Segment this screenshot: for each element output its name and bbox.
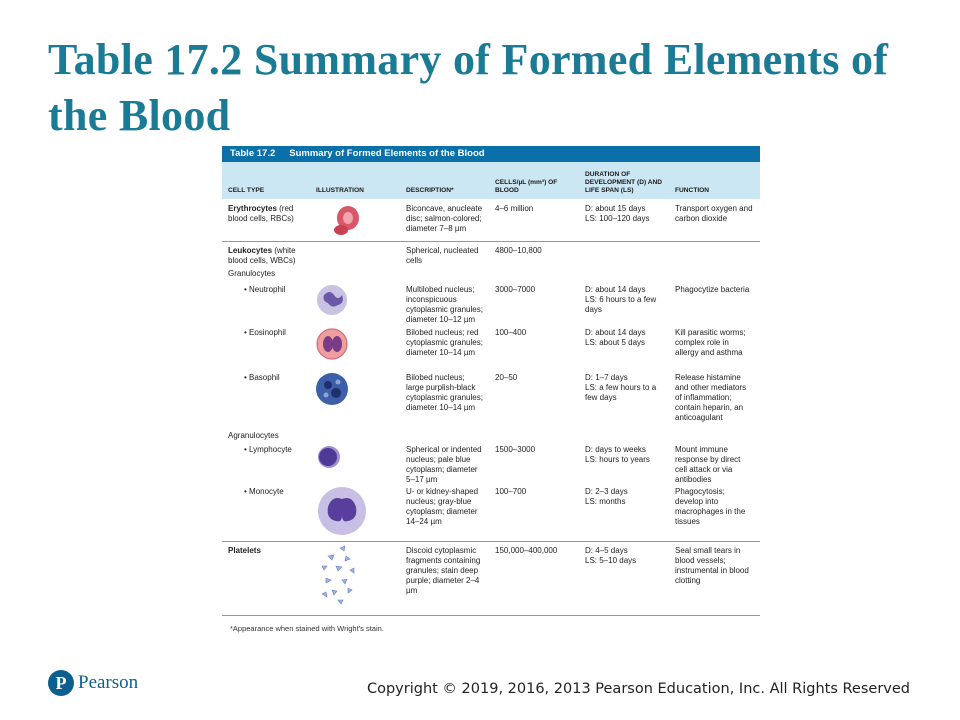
table-row-monocyte (222, 485, 760, 541)
duration-lymphocyte: D: days to weeks LS: hours to years (585, 445, 650, 464)
description-lymphocyte: Spherical or indented nucleus; pale blue cytoplasm; diameter 5–17 µm (406, 445, 482, 484)
header-function: FUNCTION (669, 162, 760, 199)
granulocytes-label: Granulocytes (228, 269, 276, 278)
function-eosinophil: Kill parasitic worms; complex role in allergy and asthma (675, 328, 746, 357)
lymphocyte-icon (316, 443, 376, 475)
pearson-wordmark: Pearson (78, 672, 139, 693)
table-row-granulocytes (222, 267, 760, 281)
cell-type-lymphocyte: • Lymphocyte (244, 445, 292, 454)
count-monocyte: 100–700 (489, 485, 579, 541)
function-monocyte: Phagocytosis; develop into macrophages in the tissues (669, 485, 760, 541)
table-caption (222, 146, 760, 162)
monocyte-icon (316, 485, 376, 539)
table-row-lymphocyte (222, 441, 760, 485)
duration-basophil: D: 1–7 days LS: a few hours to a few days (585, 373, 657, 402)
duration-eosinophil: D: about 14 days LS: about 5 days (585, 328, 646, 347)
duration-erythrocytes: D: about 15 days LS: 100–120 days (579, 199, 669, 241)
table-row-agranulocytes (222, 427, 760, 441)
illustration-empty (310, 241, 400, 267)
agranulocytes-label: Agranulocytes (228, 431, 279, 440)
description-leukocytes: Spherical, nucleated cells (406, 245, 479, 265)
table-body (222, 162, 760, 615)
header-cell-type: CELL TYPE (222, 162, 310, 199)
cell-type-erythrocytes (222, 199, 310, 241)
table-row-basophil (222, 371, 760, 427)
cell-type-monocyte: • Monocyte (222, 485, 310, 541)
count-basophil: 20–50 (495, 373, 518, 382)
header-description: DESCRIPTION* (400, 162, 489, 199)
count-erythrocytes: 4–6 million (489, 199, 579, 241)
cell-type-name: Platelets (228, 545, 261, 555)
count-neutrophil: 3000–7000 (495, 285, 536, 294)
table-row-leukocytes (222, 241, 760, 267)
table-row-eosinophil (222, 326, 760, 371)
pearson-logo (48, 670, 138, 696)
illustration-platelets (310, 541, 400, 615)
duration-monocyte: D: 2–3 days LS: months (579, 485, 669, 541)
description-basophil: Bilobed nucleus; large purplish-black cytoplasmic granules; diameter 10–14 µm (406, 373, 483, 412)
blood-elements-table (222, 146, 760, 633)
table-row-neutrophil (222, 281, 760, 326)
function-empty (669, 241, 760, 267)
header-duration: DURATION OF DEVELOPMENT (D) AND LIFE SPAN (LS) (579, 162, 669, 199)
illustration-lymphocyte (310, 441, 400, 485)
description-monocyte: U- or kidney-shaped nucleus; gray-blue cytoplasm; diameter 14–24 µm (400, 485, 489, 541)
cell-type-platelets (222, 541, 310, 615)
illustration-basophil (310, 371, 400, 427)
illustration-eosinophil (310, 326, 400, 371)
function-basophil: Release histamine and other mediators of inflammation; contain heparin, an anticoagulant (675, 373, 747, 422)
cell-type-eosinophil: • Eosinophil (244, 328, 286, 337)
function-erythrocytes: Transport oxygen and carbon dioxide (669, 199, 760, 241)
table-row-platelets (222, 541, 760, 615)
cell-type-name: Leukocytes (228, 245, 273, 255)
cell-type-name: Erythrocytes (228, 204, 277, 213)
cell-type-detail: (white blood cells, WBCs) (228, 245, 296, 265)
count-eosinophil: 100–400 (495, 328, 527, 337)
header-cells-per-ul: CELLS/µL (mm³) OF BLOOD (489, 162, 579, 199)
basophil-icon (316, 371, 376, 413)
table-header-row (222, 162, 760, 199)
cell-type-detail: (red blood cells, RBCs) (228, 204, 294, 223)
slide-title: Table 17.2 Summary of Formed Elements of the Blood (48, 35, 889, 140)
duration-empty (579, 241, 669, 267)
count-lymphocyte: 1500–3000 (495, 445, 536, 454)
cell-type-basophil: • Basophil (244, 373, 280, 382)
table-caption-title: Summary of Formed Elements of the Blood (289, 148, 485, 159)
neutrophil-icon (316, 281, 376, 321)
table-caption-number: Table 17.2 (230, 148, 276, 159)
duration-neutrophil: D: about 14 days LS: 6 hours to a few days (585, 285, 657, 314)
function-lymphocyte: Mount immune response by direct cell attack or via antibodies (675, 445, 741, 484)
copyright-notice: Copyright © 2019, 2016, 2013 Pearson Education, Inc. All Rights Reserved (366, 681, 910, 697)
pearson-mark-icon: P (48, 670, 74, 696)
header-illustration: ILLUSTRATION (310, 162, 400, 199)
eosinophil-icon (316, 326, 376, 366)
illustration-neutrophil (310, 281, 400, 326)
table-footnote: *Appearance when stained with Wright's stain. (222, 615, 760, 633)
duration-platelets: D: 4–5 days LS: 5–10 days (585, 545, 637, 565)
description-eosinophil: Bilobed nucleus; red cytoplasmic granules; diameter 10–14 µm (406, 328, 483, 357)
description-erythrocytes: Biconcave, anucleate disc; salmon-colored; diameter 7–8 µm (400, 199, 489, 241)
cell-type-leukocytes (222, 241, 310, 267)
count-platelets: 150,000–400,000 (495, 545, 558, 555)
count-leukocytes: 4800–10,800 (495, 245, 542, 255)
function-platelets: Seal small tears in blood vessels; instrumental in blood clotting (675, 545, 749, 585)
erythrocyte-icon (316, 202, 376, 238)
illustration-erythrocyte (310, 199, 400, 241)
cell-type-neutrophil: • Neutrophil (244, 285, 286, 294)
illustration-monocyte (310, 485, 400, 541)
description-neutrophil: Multilobed nucleus; inconspicuous cytoplasmic granules; diameter 10–12 µm (406, 285, 483, 324)
table-row-erythrocytes (222, 199, 760, 241)
function-neutrophil: Phagocytize bacteria (675, 285, 750, 294)
description-platelets: Discoid cytoplasmic fragments containing granules; stain deep purple; diameter 2–4 µm (406, 545, 481, 595)
platelets-icon (316, 544, 376, 608)
